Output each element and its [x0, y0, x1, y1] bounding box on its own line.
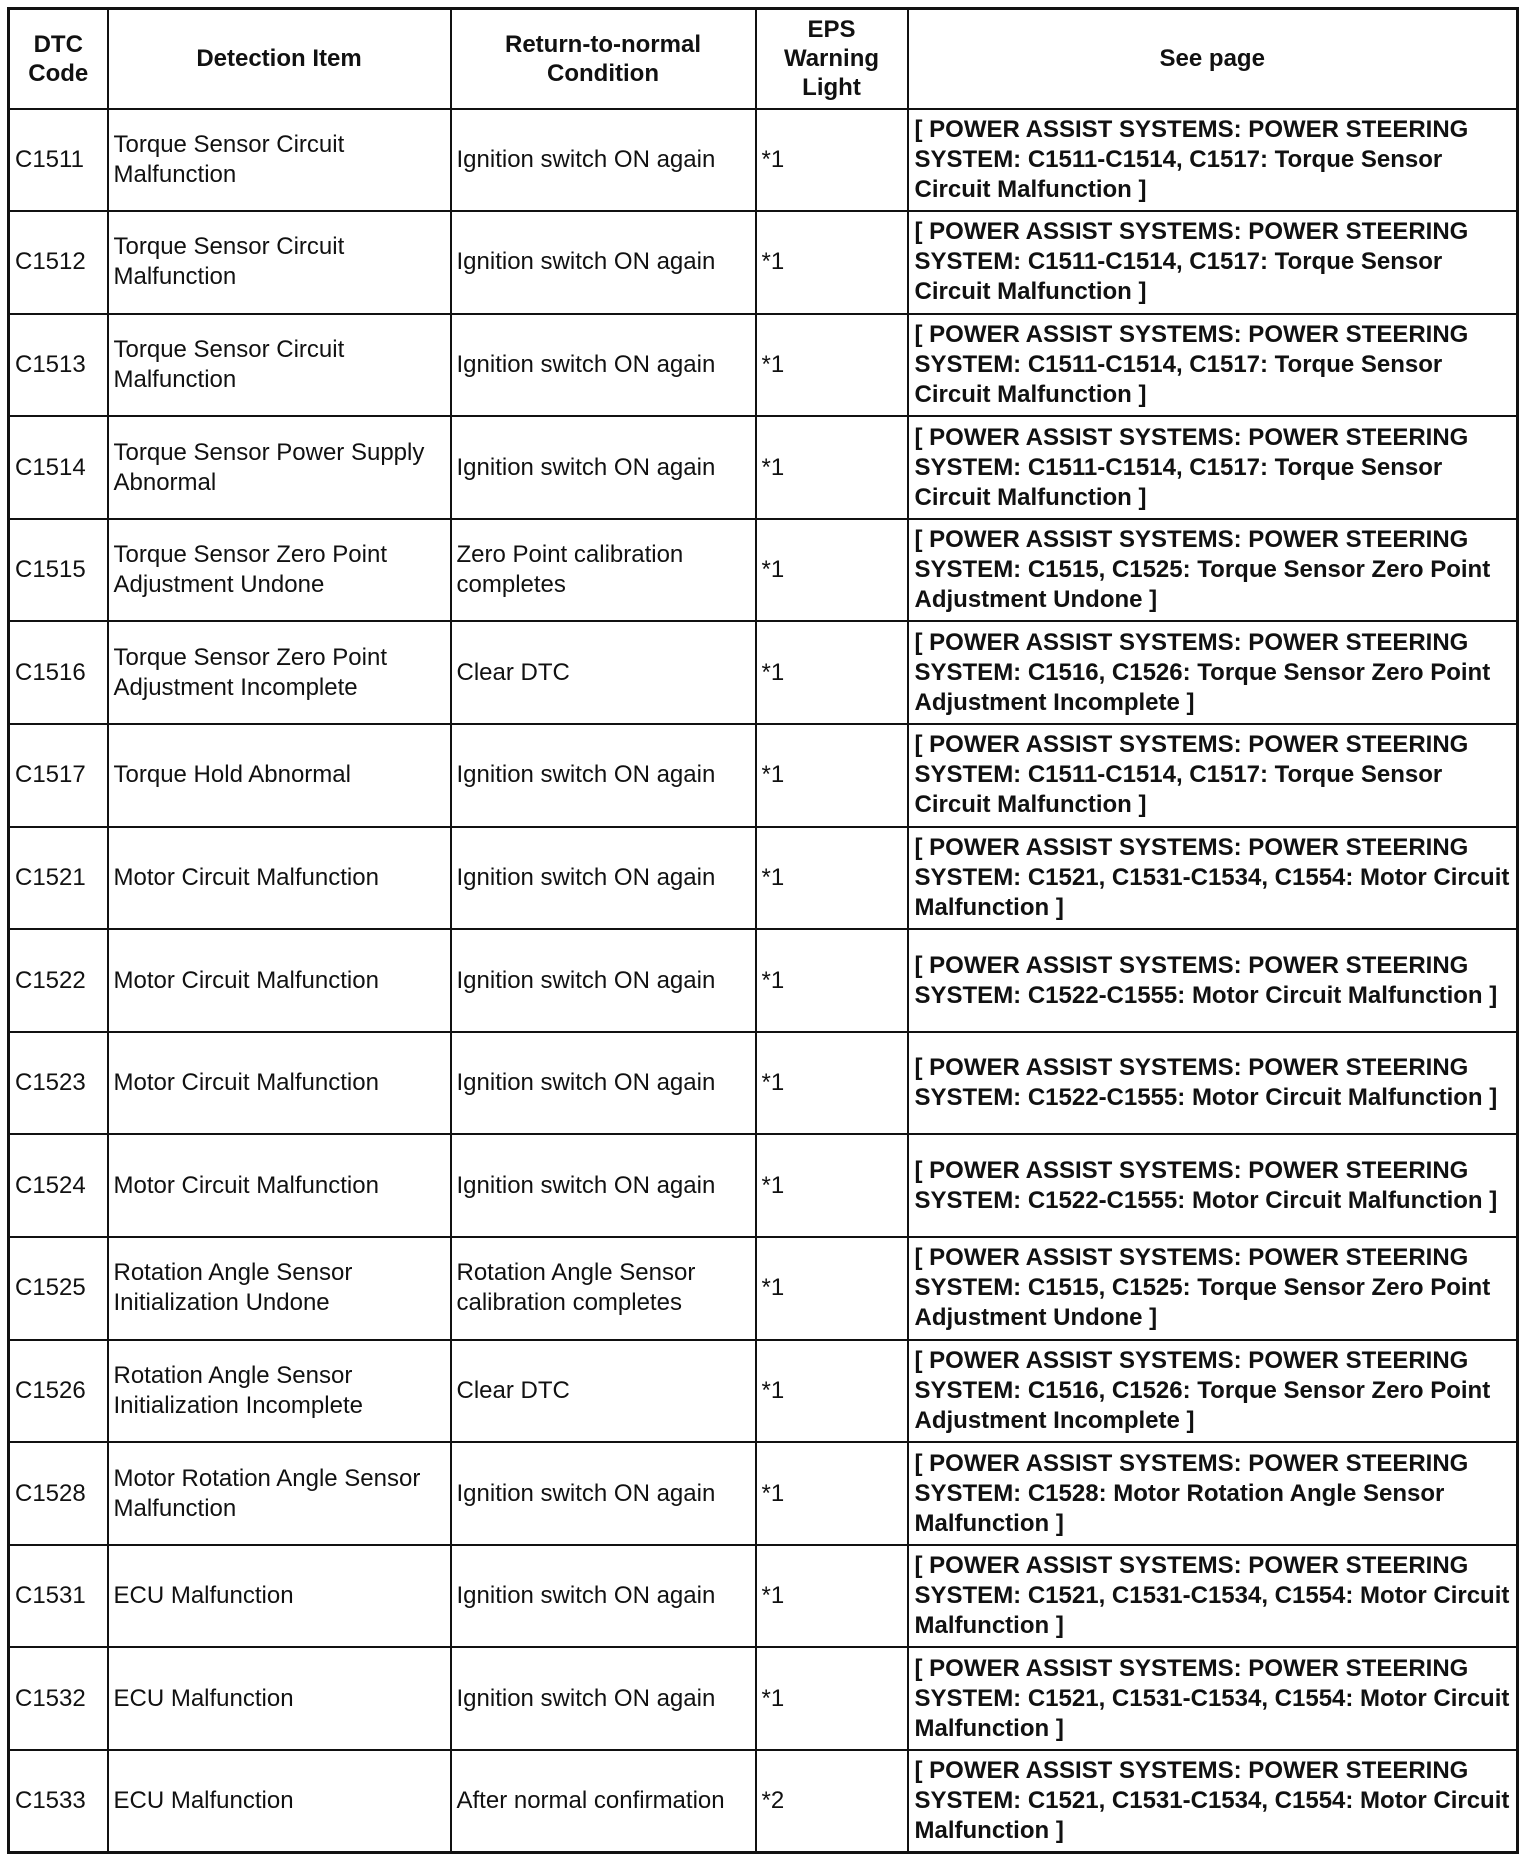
see-page-reference-link[interactable]: [ POWER ASSIST SYSTEMS: POWER STEERING SYSTEM: C1522-C1555: Motor Circuit Malfunction ] — [908, 1032, 1518, 1135]
return-condition-cell: Ignition switch ON again — [451, 827, 756, 930]
eps-warning-light-cell: *1 — [756, 1442, 908, 1545]
detection-item-cell: ECU Malfunction — [108, 1647, 451, 1750]
dtc-code-cell: C1513 — [9, 314, 108, 417]
table-row — [9, 1340, 1518, 1443]
return-condition-cell: Zero Point calibration completes — [451, 519, 756, 622]
detection-item-cell: Torque Sensor Zero Point Adjustment Undone — [108, 519, 451, 622]
dtc-table — [7, 7, 1519, 1854]
return-condition-cell: Ignition switch ON again — [451, 1032, 756, 1135]
eps-warning-light-cell: *1 — [756, 929, 908, 1032]
header-detection-item: Detection Item — [108, 9, 451, 109]
table-row — [9, 1032, 1518, 1135]
return-condition-cell: Clear DTC — [451, 621, 756, 724]
table-row — [9, 519, 1518, 622]
eps-warning-light-cell: *1 — [756, 109, 908, 212]
dtc-code-cell: C1512 — [9, 211, 108, 314]
table-row — [9, 1750, 1518, 1853]
table-row — [9, 827, 1518, 930]
return-condition-cell: Ignition switch ON again — [451, 929, 756, 1032]
dtc-code-cell: C1525 — [9, 1237, 108, 1340]
see-page-reference-link[interactable]: [ POWER ASSIST SYSTEMS: POWER STEERING SYSTEM: C1515, C1525: Torque Sensor Zero Point Adjustment Undone ] — [908, 1237, 1518, 1340]
eps-warning-light-cell: *1 — [756, 416, 908, 519]
eps-warning-light-cell: *2 — [756, 1750, 908, 1853]
table-row — [9, 211, 1518, 314]
header-return-to-normal-condition: Return-to-normal Condition — [451, 9, 756, 109]
dtc-code-cell: C1532 — [9, 1647, 108, 1750]
dtc-code-cell: C1514 — [9, 416, 108, 519]
detection-item-cell: Torque Sensor Circuit Malfunction — [108, 109, 451, 212]
detection-item-cell: Torque Sensor Circuit Malfunction — [108, 211, 451, 314]
eps-warning-light-cell: *1 — [756, 1134, 908, 1237]
see-page-reference-link[interactable]: [ POWER ASSIST SYSTEMS: POWER STEERING SYSTEM: C1511-C1514, C1517: Torque Sensor Circuit Malfunction ] — [908, 211, 1518, 314]
return-condition-cell: After normal confirmation — [451, 1750, 756, 1853]
see-page-reference-link[interactable]: [ POWER ASSIST SYSTEMS: POWER STEERING SYSTEM: C1521, C1531-C1534, C1554: Motor Circuit Malfunction ] — [908, 1545, 1518, 1648]
table-row — [9, 621, 1518, 724]
detection-item-cell: ECU Malfunction — [108, 1750, 451, 1853]
header-eps-warning-light: EPS Warning Light — [756, 9, 908, 109]
table-row — [9, 929, 1518, 1032]
table-row — [9, 1647, 1518, 1750]
return-condition-cell: Ignition switch ON again — [451, 109, 756, 212]
see-page-reference-link[interactable]: [ POWER ASSIST SYSTEMS: POWER STEERING SYSTEM: C1511-C1514, C1517: Torque Sensor Circuit Malfunction ] — [908, 416, 1518, 519]
return-condition-cell: Clear DTC — [451, 1340, 756, 1443]
see-page-reference-link[interactable]: [ POWER ASSIST SYSTEMS: POWER STEERING SYSTEM: C1528: Motor Rotation Angle Sensor Malfunction ] — [908, 1442, 1518, 1545]
detection-item-cell: Motor Rotation Angle Sensor Malfunction — [108, 1442, 451, 1545]
detection-item-cell: Motor Circuit Malfunction — [108, 929, 451, 1032]
return-condition-cell: Ignition switch ON again — [451, 1647, 756, 1750]
detection-item-cell: Rotation Angle Sensor Initialization Incomplete — [108, 1340, 451, 1443]
detection-item-cell: Rotation Angle Sensor Initialization Undone — [108, 1237, 451, 1340]
eps-warning-light-cell: *1 — [756, 1340, 908, 1443]
dtc-code-cell: C1526 — [9, 1340, 108, 1443]
return-condition-cell: Ignition switch ON again — [451, 211, 756, 314]
see-page-reference-link[interactable]: [ POWER ASSIST SYSTEMS: POWER STEERING SYSTEM: C1516, C1526: Torque Sensor Zero Point Adjustment Incomplete ] — [908, 1340, 1518, 1443]
dtc-code-cell: C1516 — [9, 621, 108, 724]
detection-item-cell: Motor Circuit Malfunction — [108, 827, 451, 930]
see-page-reference-link[interactable]: [ POWER ASSIST SYSTEMS: POWER STEERING SYSTEM: C1516, C1526: Torque Sensor Zero Point Adjustment Incomplete ] — [908, 621, 1518, 724]
table-row — [9, 109, 1518, 212]
return-condition-cell: Ignition switch ON again — [451, 1134, 756, 1237]
table-row — [9, 1442, 1518, 1545]
table-row — [9, 724, 1518, 827]
see-page-reference-link[interactable]: [ POWER ASSIST SYSTEMS: POWER STEERING SYSTEM: C1521, C1531-C1534, C1554: Motor Circuit Malfunction ] — [908, 1647, 1518, 1750]
detection-item-cell: Motor Circuit Malfunction — [108, 1032, 451, 1135]
dtc-code-cell: C1511 — [9, 109, 108, 212]
return-condition-cell: Ignition switch ON again — [451, 724, 756, 827]
dtc-code-cell: C1517 — [9, 724, 108, 827]
table-row — [9, 1134, 1518, 1237]
see-page-reference-link[interactable]: [ POWER ASSIST SYSTEMS: POWER STEERING SYSTEM: C1521, C1531-C1534, C1554: Motor Circuit Malfunction ] — [908, 827, 1518, 930]
eps-warning-light-cell: *1 — [756, 1237, 908, 1340]
dtc-code-cell: C1524 — [9, 1134, 108, 1237]
detection-item-cell: Motor Circuit Malfunction — [108, 1134, 451, 1237]
eps-warning-light-cell: *1 — [756, 1032, 908, 1135]
dtc-code-cell: C1531 — [9, 1545, 108, 1648]
header-see-page: See page — [908, 9, 1518, 109]
table-row — [9, 1237, 1518, 1340]
return-condition-cell: Ignition switch ON again — [451, 1545, 756, 1648]
eps-warning-light-cell: *1 — [756, 211, 908, 314]
see-page-reference-link[interactable]: [ POWER ASSIST SYSTEMS: POWER STEERING SYSTEM: C1511-C1514, C1517: Torque Sensor Circuit Malfunction ] — [908, 724, 1518, 827]
dtc-code-cell: C1522 — [9, 929, 108, 1032]
table-row — [9, 314, 1518, 417]
dtc-code-cell: C1528 — [9, 1442, 108, 1545]
eps-warning-light-cell: *1 — [756, 314, 908, 417]
eps-warning-light-cell: *1 — [756, 621, 908, 724]
return-condition-cell: Rotation Angle Sensor calibration completes — [451, 1237, 756, 1340]
table-row — [9, 416, 1518, 519]
return-condition-cell: Ignition switch ON again — [451, 416, 756, 519]
see-page-reference-link[interactable]: [ POWER ASSIST SYSTEMS: POWER STEERING SYSTEM: C1522-C1555: Motor Circuit Malfunction ] — [908, 929, 1518, 1032]
table-row — [9, 1545, 1518, 1648]
see-page-reference-link[interactable]: [ POWER ASSIST SYSTEMS: POWER STEERING SYSTEM: C1511-C1514, C1517: Torque Sensor Circuit Malfunction ] — [908, 109, 1518, 212]
dtc-code-cell: C1521 — [9, 827, 108, 930]
dtc-code-cell: C1523 — [9, 1032, 108, 1135]
detection-item-cell: Torque Sensor Circuit Malfunction — [108, 314, 451, 417]
return-condition-cell: Ignition switch ON again — [451, 314, 756, 417]
see-page-reference-link[interactable]: [ POWER ASSIST SYSTEMS: POWER STEERING SYSTEM: C1511-C1514, C1517: Torque Sensor Circuit Malfunction ] — [908, 314, 1518, 417]
see-page-reference-link[interactable]: [ POWER ASSIST SYSTEMS: POWER STEERING SYSTEM: C1521, C1531-C1534, C1554: Motor Circuit Malfunction ] — [908, 1750, 1518, 1853]
dtc-code-cell: C1533 — [9, 1750, 108, 1853]
dtc-code-cell: C1515 — [9, 519, 108, 622]
eps-warning-light-cell: *1 — [756, 724, 908, 827]
see-page-reference-link[interactable]: [ POWER ASSIST SYSTEMS: POWER STEERING SYSTEM: C1515, C1525: Torque Sensor Zero Point Adjustment Undone ] — [908, 519, 1518, 622]
eps-warning-light-cell: *1 — [756, 1647, 908, 1750]
eps-warning-light-cell: *1 — [756, 1545, 908, 1648]
see-page-reference-link[interactable]: [ POWER ASSIST SYSTEMS: POWER STEERING SYSTEM: C1522-C1555: Motor Circuit Malfunction ] — [908, 1134, 1518, 1237]
detection-item-cell: Torque Sensor Zero Point Adjustment Incomplete — [108, 621, 451, 724]
table-header-row — [9, 9, 1518, 109]
return-condition-cell: Ignition switch ON again — [451, 1442, 756, 1545]
detection-item-cell: Torque Hold Abnormal — [108, 724, 451, 827]
detection-item-cell: Torque Sensor Power Supply Abnormal — [108, 416, 451, 519]
eps-warning-light-cell: *1 — [756, 827, 908, 930]
detection-item-cell: ECU Malfunction — [108, 1545, 451, 1648]
header-dtc-code: DTC Code — [9, 9, 108, 109]
eps-warning-light-cell: *1 — [756, 519, 908, 622]
